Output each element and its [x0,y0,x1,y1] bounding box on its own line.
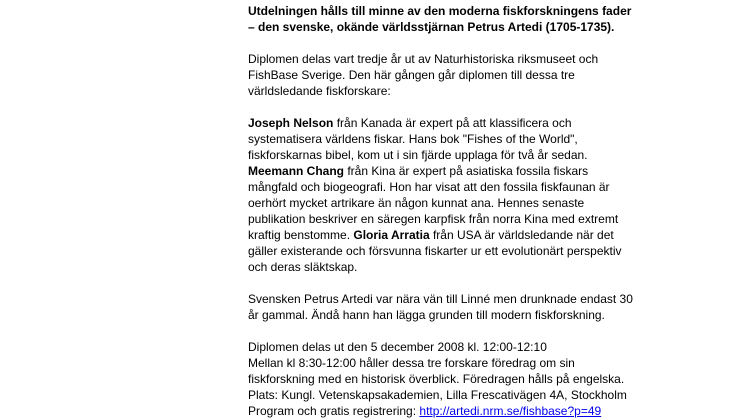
paragraph-gap [248,275,718,291]
laureates-paragraph [248,115,718,275]
intro-paragraph [248,51,718,99]
artedi-paragraph [248,291,718,323]
event-line: fiskforskning med en historisk överblick. Föredragen hålls på engelska. [248,372,625,386]
event-line: Diplomen delas ut den 5 december 2008 kl. 12:00-12:10 [248,340,547,354]
artedi-line: år gammal. Ändå hann han lägga grunden till modern fiskforskning. [248,308,605,322]
lead-line: – den svenske, okände världsstjärnan Petrus Artedi (1705-1735). [248,20,615,34]
event-line: Mellan kl 8:30-12:00 håller dessa tre forskare föredrag om sin [248,356,575,370]
intro-line: världsledande fiskforskare: [248,84,391,98]
laureate-text: systematisera världens fiskar. Hans bok "Fishes of the World", [248,132,578,146]
paragraph-gap [248,35,718,51]
event-line: Program och gratis registrering: [248,404,420,418]
paragraph-gap [248,99,718,115]
laureate-text: publikation beskriver en säregen karpfisk från norra Kina med extremt [248,212,619,226]
laureate-text: från Kanada är expert på att klassificera och [333,116,572,130]
laureate-name-chang: Meemann Chang [248,164,345,178]
laureate-text: oerhört mycket artrikare än någon kunnat ana. Hennes senaste [248,196,585,210]
document-page [248,0,718,419]
event-line: Plats: Kungl. Vetenskapsakademien, Lilla Frescativägen 4A, Stockholm [248,388,627,402]
laureate-text: kraftig benstomme. [248,228,354,242]
registration-link[interactable]: http://artedi.nrm.se/fishbase?p=49 [419,404,602,418]
laureate-text: mångfald och biogeografi. Hon har visat att den fossila fiskfaunan är [248,180,610,194]
laureate-text: från Kina är expert på asiatiska fossila fiskars [344,164,589,178]
intro-line: Diplomen delas vart tredje år ut av Naturhistoriska riksmuseet och [248,52,599,66]
artedi-line: Svensken Petrus Artedi var nära vän till Linné men drunknade endast 30 [248,292,633,306]
laureate-text: och deras släktskap. [248,260,358,274]
lead-paragraph [248,3,718,35]
paragraph-gap [248,323,718,339]
event-paragraph [248,339,718,419]
laureate-text: fiskforskarnas bibel, kom ut i sin fjärde upplaga för två år sedan. [248,148,588,162]
intro-line: FishBase Sverige. Den här gången går diplomen till dessa tre [248,68,575,82]
laureate-name-arratia: Gloria Arratia [353,228,430,242]
laureate-name-nelson: Joseph Nelson [248,116,334,130]
lead-line: Utdelningen hålls till minne av den moderna fiskforskningens fader [248,4,632,18]
laureate-text: gäller existerande och försvunna fiskarter ur ett evolutionärt perspektiv [248,244,622,258]
laureate-text: från USA är världsledande när det [429,228,614,242]
